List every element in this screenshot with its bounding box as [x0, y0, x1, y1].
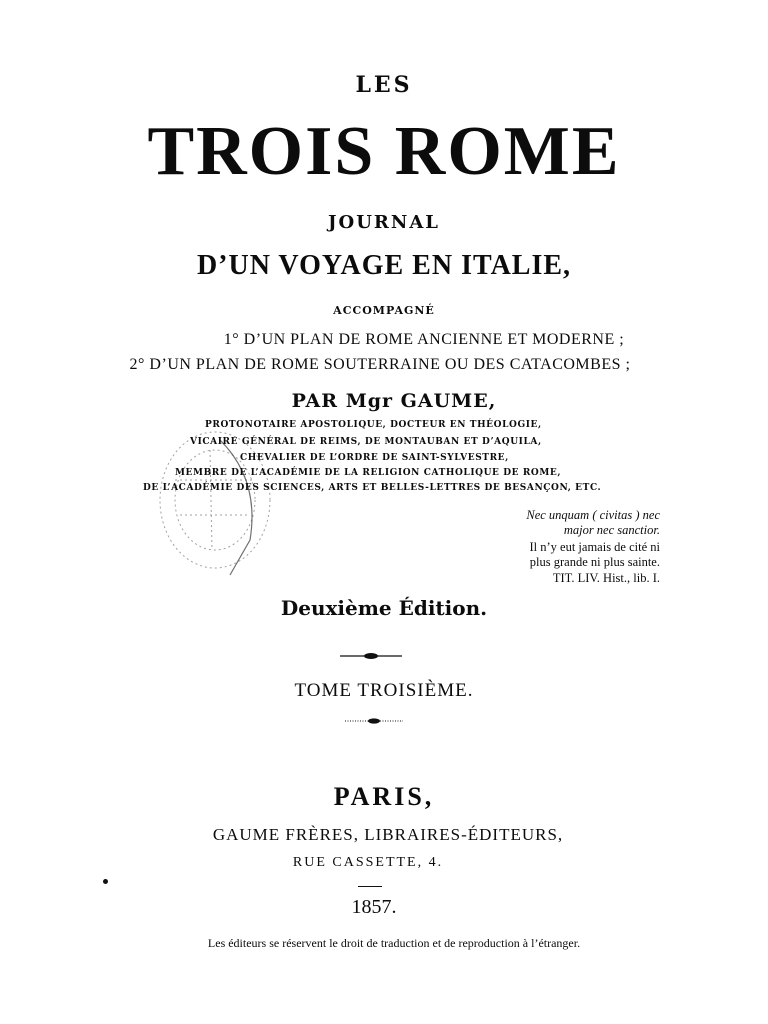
- edition-label: Deuxième Édition.: [280, 596, 488, 620]
- year-label: 1857.: [351, 896, 397, 918]
- credential-line: VICAIRE GÉNÉRAL DE REIMS, DE MONTAUBAN ET D’AQUILA,: [190, 437, 542, 447]
- epigraph-french-2: plus grande ni plus sainte.: [529, 555, 660, 569]
- epigraph-source: TIT. LIV. Hist., lib. I.: [552, 571, 660, 585]
- accompanied-label: ACCOMPAGNÉ: [333, 304, 435, 317]
- credential-line: PROTONOTAIRE APOSTOLIQUE, DOCTEUR EN THÉOLOGIE,: [205, 420, 542, 430]
- ink-dot: [103, 879, 108, 884]
- epigraph-french-1: Il n’y eut jamais de cité ni: [529, 540, 660, 554]
- subtitle-journal: JOURNAL: [328, 212, 440, 233]
- pre-title: LES: [355, 72, 413, 98]
- ornamental-rule-icon: [340, 650, 402, 662]
- plan-line-1: 1° D’UN PLAN DE ROME ANCIENNE ET MODERNE ;: [223, 331, 625, 348]
- book-title: TROIS ROME: [147, 113, 621, 190]
- credential-line: CHEVALIER DE L’ORDRE DE SAINT-SYLVESTRE,: [240, 453, 509, 463]
- subtitle-voyage: D’UN VOYAGE EN ITALIE,: [196, 250, 572, 281]
- ornamental-rule-icon: [345, 715, 403, 727]
- plan-line-2: 2° D’UN PLAN DE ROME SOUTERRAINE OU DES CATACOMBES ;: [129, 356, 631, 373]
- divider: [358, 886, 382, 887]
- credential-line: MEMBRE DE L’ACADÉMIE DE LA RELIGION CATHOLIQUE DE ROME,: [175, 468, 562, 478]
- city-label: PARIS,: [333, 782, 435, 811]
- epigraph-latin-1: Nec unquam ( civitas ) nec: [526, 508, 660, 522]
- volume-label: TOME TROISIÈME.: [294, 680, 474, 701]
- publisher-label: GAUME FRÈRES, LIBRAIRES-ÉDITEURS,: [212, 825, 564, 844]
- epigraph-latin-2: major nec sanctior.: [563, 523, 660, 537]
- credential-line: DE L’ACADÉMIE DES SCIENCES, ARTS ET BELLES-LETTRES DE BESANÇON, ETC.: [143, 483, 602, 493]
- author-line: PAR Mgr GAUME,: [291, 390, 497, 412]
- rights-notice: Les éditeurs se réservent le droit de traduction et de reproduction à l’étranger.: [207, 936, 581, 950]
- address-label: RUE CASSETTE, 4.: [292, 855, 444, 870]
